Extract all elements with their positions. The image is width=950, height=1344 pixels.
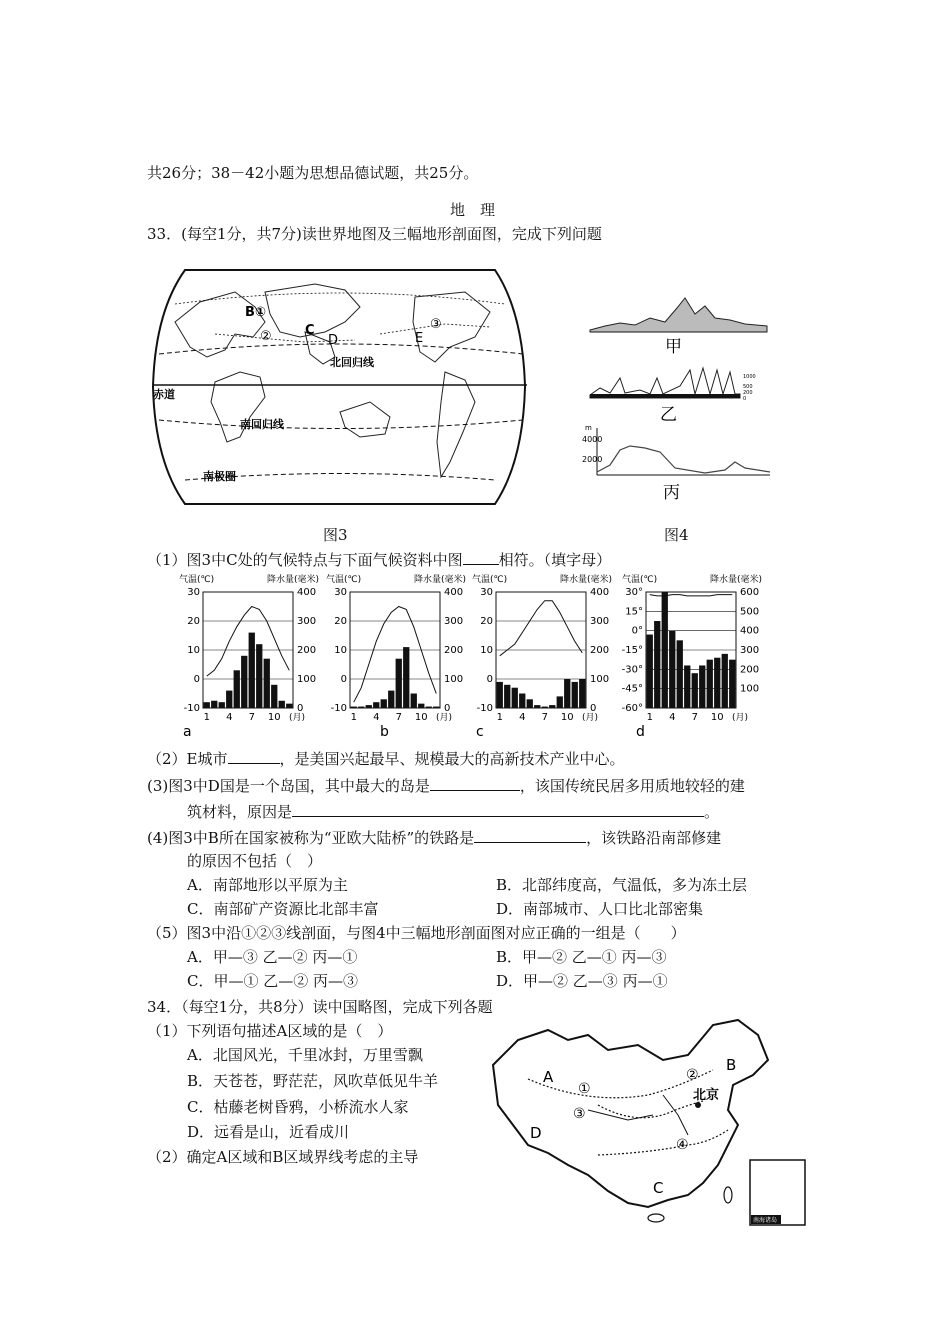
china-label-beijing: 北京 bbox=[693, 1088, 720, 1103]
q33-p3-text-a: (3)图3中D国是一个岛国，其中最大的岛是 bbox=[147, 777, 430, 795]
q33-p5: （5）图3中沿①②③线剖面，与图4中三幅地形剖面图对应正确的一组是（ ） bbox=[147, 924, 686, 942]
q33-header: 33．(每空1分，共7分)读世界地图及三幅地形剖面图，完成下列问题 bbox=[147, 225, 602, 243]
q33-p5-option-d[interactable]: D．甲—② 乙—③ 丙—① bbox=[496, 972, 668, 990]
bing-tick-2000: 2000 bbox=[582, 455, 603, 464]
climate-bar bbox=[519, 694, 525, 709]
q33-p1-blank[interactable] bbox=[463, 549, 499, 565]
q33-p2-text-b: ，是美国兴起最早、规模最大的高新技术产业中心。 bbox=[279, 750, 625, 768]
climate-bar bbox=[497, 682, 503, 708]
climate-precip-tick-c: 0 bbox=[590, 703, 597, 714]
climate-temp-label-c: 气温(℃) bbox=[472, 575, 508, 585]
climate-month-tick: 10 bbox=[560, 712, 574, 723]
profile-label-bing: 丙 bbox=[663, 483, 680, 503]
china-label-2: ② bbox=[686, 1067, 699, 1083]
map-label-tropic-s: 南回归线 bbox=[240, 418, 284, 431]
climate-bar bbox=[381, 699, 387, 708]
china-label-a: A bbox=[543, 1068, 554, 1086]
climate-temp-label-a: 气温(℃) bbox=[179, 575, 215, 585]
climate-bar bbox=[684, 665, 690, 708]
china-label-c: C bbox=[653, 1179, 664, 1197]
map-label-b1: B① bbox=[245, 305, 266, 320]
climate-temp-tick-b: -10 bbox=[330, 703, 347, 714]
climate-bar bbox=[426, 707, 432, 708]
map-label-tropic-n: 北回归线 bbox=[330, 356, 374, 369]
profile-yi bbox=[590, 368, 740, 398]
climate-month-tick: 1 bbox=[496, 712, 503, 723]
climate-precip-tick-d: 200 bbox=[740, 664, 760, 676]
china-label-3: ③ bbox=[573, 1106, 586, 1122]
climate-temp-tick-a: 0 bbox=[193, 674, 200, 685]
q33-p4-text-b: ，该铁路沿南部修建 bbox=[586, 829, 722, 847]
climate-bar bbox=[564, 679, 570, 708]
climate-bar bbox=[388, 691, 394, 708]
q33-p1-text-b: 相符。（填字母） bbox=[498, 551, 612, 569]
climate-temp-tick-c: -10 bbox=[476, 703, 493, 714]
climate-bar bbox=[204, 702, 210, 708]
climate-month-tick: 4 bbox=[373, 712, 380, 723]
climate-letter-b: b bbox=[380, 724, 389, 740]
climate-month-tick: 7 bbox=[395, 712, 402, 723]
climate-precip-tick-b: 200 bbox=[444, 645, 464, 656]
climate-precip-tick-a: 300 bbox=[297, 616, 317, 627]
q34-option-c[interactable]: C．枯藤老树昏鸦，小桥流水人家 bbox=[187, 1098, 409, 1116]
climate-bar bbox=[662, 592, 668, 708]
climate-bar bbox=[512, 688, 518, 708]
climate-precip-label-d: 降水量(毫米) bbox=[709, 575, 762, 585]
climate-bar bbox=[249, 633, 255, 708]
terrain-profiles bbox=[582, 290, 775, 505]
map-label-equator: 赤道 bbox=[153, 388, 175, 401]
climate-precip-tick-a: 400 bbox=[297, 587, 317, 598]
climate-bar bbox=[579, 679, 585, 708]
climate-bar bbox=[286, 704, 292, 708]
climate-letter-a: a bbox=[183, 724, 192, 740]
climate-precip-label-c: 降水量(毫米) bbox=[559, 575, 612, 585]
climate-month-tick: 4 bbox=[669, 712, 676, 723]
climate-month-unit: (月) bbox=[436, 713, 453, 723]
intro-line: 共26分；38－42小题为思想品德试题，共25分。 bbox=[147, 164, 479, 182]
climate-bar bbox=[279, 701, 285, 708]
climate-month-tick: 10 bbox=[414, 712, 428, 723]
climate-bar bbox=[418, 704, 424, 708]
profile-bing bbox=[597, 446, 770, 473]
climate-temp-tick-c: 10 bbox=[480, 645, 493, 656]
q33-p3-line2 bbox=[187, 801, 719, 822]
climate-bar bbox=[219, 702, 225, 708]
profile-jia bbox=[590, 298, 767, 332]
map-label-2: ② bbox=[260, 329, 272, 344]
q33-p4-option-b[interactable]: B．北部纬度高，气温低，多为冻土层 bbox=[496, 876, 748, 894]
climate-precip-tick-b: 0 bbox=[444, 703, 451, 714]
yi-tick-200: 200 bbox=[743, 390, 753, 396]
q33-p1 bbox=[147, 549, 611, 570]
climate-temp-tick-d: -30° bbox=[621, 664, 643, 676]
climate-precip-tick-d: 100 bbox=[740, 683, 760, 695]
climate-precip-tick-d: 500 bbox=[740, 606, 760, 618]
q34-header: 34．（每空1分，共8分）读中国略图，完成下列各题 bbox=[147, 998, 493, 1016]
q33-p3-blank2[interactable] bbox=[292, 801, 704, 817]
q34-option-a[interactable]: A．北国风光，千里冰封，万里雪飘 bbox=[187, 1046, 423, 1064]
q33-p5-option-b[interactable]: B．甲—② 乙—① 丙—③ bbox=[496, 948, 667, 966]
climate-bar bbox=[264, 659, 270, 708]
climate-bar bbox=[692, 673, 698, 708]
climate-bar bbox=[542, 707, 548, 708]
climate-month-unit: (月) bbox=[582, 713, 599, 723]
climate-month-tick: 10 bbox=[267, 712, 281, 723]
climate-precip-tick-d: 400 bbox=[740, 625, 760, 637]
climate-temp-tick-a: 10 bbox=[187, 645, 200, 656]
climate-temp-line-c bbox=[500, 601, 583, 656]
climate-precip-tick-c: 200 bbox=[590, 645, 610, 656]
climate-precip-tick-a: 0 bbox=[297, 703, 304, 714]
climate-bar bbox=[433, 707, 439, 708]
climate-month-tick: 1 bbox=[350, 712, 357, 723]
climate-month-tick: 7 bbox=[248, 712, 255, 723]
climate-bar bbox=[572, 682, 578, 708]
bing-unit: m bbox=[585, 424, 592, 432]
q33-p3-text-c: 筑材料，原因是 bbox=[187, 803, 293, 821]
climate-bar bbox=[654, 621, 660, 708]
q33-p3-text-d: 。 bbox=[704, 803, 720, 821]
china-label-1: ① bbox=[578, 1081, 591, 1097]
q33-p5-option-a[interactable]: A．甲—③ 乙—② 丙—① bbox=[187, 948, 358, 966]
climate-month-unit: (月) bbox=[732, 713, 749, 723]
yi-tick-500: 500 bbox=[743, 384, 753, 390]
climate-temp-tick-a: 20 bbox=[187, 616, 200, 627]
q34-p2: （2）确定A区域和B区域界线考虑的主导 bbox=[147, 1148, 419, 1166]
q33-p5-option-c[interactable]: C．甲—① 乙—② 丙—③ bbox=[187, 972, 359, 990]
map-label-3: ③ bbox=[430, 317, 442, 332]
climate-bar bbox=[241, 656, 247, 708]
climate-bar bbox=[373, 702, 379, 708]
climate-temp-tick-d: -60° bbox=[621, 703, 643, 714]
q33-p4-line2: 的原因不包括（ ） bbox=[187, 852, 323, 870]
climate-bar bbox=[549, 705, 555, 708]
climate-month-tick: 4 bbox=[226, 712, 233, 723]
climate-bar bbox=[647, 635, 653, 708]
climate-month-tick: 7 bbox=[691, 712, 698, 723]
climate-bar bbox=[669, 631, 675, 708]
climate-precip-tick-c: 100 bbox=[590, 674, 610, 685]
climate-temp-tick-b: 10 bbox=[334, 645, 347, 656]
q33-p1-text-a: （1）图3中C处的气候特点与下面气候资料中图 bbox=[147, 551, 463, 569]
fig4-caption: 图4 bbox=[664, 526, 689, 544]
climate-month-tick: 7 bbox=[541, 712, 548, 723]
climate-bar bbox=[211, 701, 217, 708]
q33-p3-text-b: ，该国传统民居多用质地较轻的建 bbox=[519, 777, 745, 795]
climate-temp-tick-b: 30 bbox=[334, 587, 347, 598]
world-map bbox=[145, 262, 535, 512]
climate-month-unit: (月) bbox=[289, 713, 306, 723]
climate-bar bbox=[226, 691, 232, 708]
climate-bar bbox=[714, 658, 720, 708]
china-label-d: D bbox=[530, 1124, 542, 1142]
map-label-c: C bbox=[305, 323, 315, 338]
climate-bar bbox=[366, 705, 372, 708]
climate-precip-tick-d: 600 bbox=[740, 587, 760, 598]
section-title: 地 理 bbox=[450, 201, 496, 219]
climate-month-tick: 10 bbox=[710, 712, 724, 723]
climate-bar bbox=[504, 685, 510, 708]
climate-temp-tick-a: 30 bbox=[187, 587, 200, 598]
climate-temp-tick-a: -10 bbox=[183, 703, 200, 714]
climate-bar bbox=[411, 694, 417, 709]
q33-p4-text-a: (4)图3中B所在国家被称为“亚欧大陆桥”的铁路是 bbox=[147, 829, 475, 847]
climate-bar bbox=[234, 670, 240, 708]
china-map bbox=[488, 1015, 808, 1230]
q33-p4-blank[interactable] bbox=[474, 827, 586, 843]
climate-temp-tick-c: 30 bbox=[480, 587, 493, 598]
climate-temp-tick-b: 20 bbox=[334, 616, 347, 627]
climate-letter-d: d bbox=[636, 724, 645, 740]
map-label-e: E bbox=[415, 331, 424, 346]
yi-tick-0: 0 bbox=[743, 396, 747, 402]
profile-label-jia: 甲 bbox=[665, 337, 682, 357]
q34-option-d[interactable]: D．远看是山，近看成川 bbox=[187, 1123, 350, 1141]
q33-p4-option-d[interactable]: D．南部城市、人口比北部密集 bbox=[496, 900, 704, 918]
climate-bar bbox=[358, 707, 364, 708]
climate-precip-label-b: 降水量(毫米) bbox=[413, 575, 466, 585]
climate-bar bbox=[729, 660, 735, 708]
climate-temp-tick-d: -45° bbox=[621, 683, 643, 695]
climate-temp-tick-d: 15° bbox=[625, 606, 643, 618]
map-label-d: D bbox=[328, 333, 339, 348]
q33-p2-text-a: （2）E城市 bbox=[147, 750, 228, 768]
climate-bar bbox=[707, 660, 713, 708]
climate-bar bbox=[396, 659, 402, 708]
q33-p4-option-a[interactable]: A．南部地形以平原为主 bbox=[187, 876, 348, 894]
climate-temp-line-a bbox=[207, 607, 290, 677]
climate-temp-label-b: 气温(℃) bbox=[326, 575, 362, 585]
climate-month-tick: 1 bbox=[203, 712, 210, 723]
climate-precip-tick-c: 400 bbox=[590, 587, 610, 598]
climate-precip-tick-a: 100 bbox=[297, 674, 317, 685]
climate-temp-tick-c: 0 bbox=[486, 674, 493, 685]
map-label-antarctic: 南极圈 bbox=[203, 470, 236, 483]
climate-precip-tick-d: 300 bbox=[740, 645, 760, 656]
china-label-b: B bbox=[726, 1056, 737, 1074]
yi-tick-1000: 1000 bbox=[743, 374, 756, 380]
climate-temp-tick-d: -15° bbox=[621, 645, 643, 656]
fig3-caption: 图3 bbox=[323, 526, 348, 544]
bing-tick-4000: 4000 bbox=[582, 435, 603, 444]
q33-p4-line1 bbox=[147, 827, 721, 848]
climate-bar bbox=[403, 647, 409, 708]
climate-month-tick: 1 bbox=[646, 712, 653, 723]
q34-option-b[interactable]: B．天苍苍，野茫茫，风吹草低见牛羊 bbox=[187, 1072, 439, 1090]
climate-bar bbox=[677, 640, 683, 708]
climate-precip-tick-a: 200 bbox=[297, 645, 317, 656]
q33-p4-option-c[interactable]: C．南部矿产资源比北部丰富 bbox=[187, 900, 379, 918]
q33-p2-blank[interactable] bbox=[228, 748, 280, 764]
climate-bar bbox=[256, 644, 262, 708]
q33-p3-blank1[interactable] bbox=[430, 775, 520, 791]
climate-precip-tick-b: 400 bbox=[444, 587, 464, 598]
q34-p1: （1）下列语句描述A区域的是（ ） bbox=[147, 1022, 393, 1040]
profile-label-yi: 乙 bbox=[660, 405, 677, 425]
climate-temp-tick-d: 30° bbox=[625, 587, 643, 598]
climate-temp-label-d: 气温(℃) bbox=[622, 575, 658, 585]
climate-bar bbox=[527, 699, 533, 708]
climate-charts bbox=[175, 570, 775, 740]
climate-temp-tick-b: 0 bbox=[340, 674, 347, 685]
climate-precip-tick-c: 300 bbox=[590, 616, 610, 627]
climate-precip-label-a: 降水量(毫米) bbox=[266, 575, 319, 585]
inset-label: 南海诸岛 bbox=[753, 1217, 778, 1224]
climate-precip-tick-b: 100 bbox=[444, 674, 464, 685]
climate-bar bbox=[557, 696, 563, 708]
climate-temp-tick-d: 0° bbox=[631, 625, 643, 637]
climate-letter-c: c bbox=[476, 724, 484, 740]
climate-bar bbox=[271, 685, 277, 708]
climate-bar bbox=[351, 707, 357, 708]
climate-temp-tick-c: 20 bbox=[480, 616, 493, 627]
climate-month-tick: 4 bbox=[519, 712, 526, 723]
climate-precip-tick-b: 300 bbox=[444, 616, 464, 627]
climate-bar bbox=[699, 665, 705, 708]
china-label-4: ④ bbox=[676, 1137, 689, 1153]
q33-p3-line1 bbox=[147, 775, 745, 796]
q33-p2 bbox=[147, 748, 625, 769]
climate-bar bbox=[534, 705, 540, 708]
climate-bar bbox=[722, 654, 728, 708]
